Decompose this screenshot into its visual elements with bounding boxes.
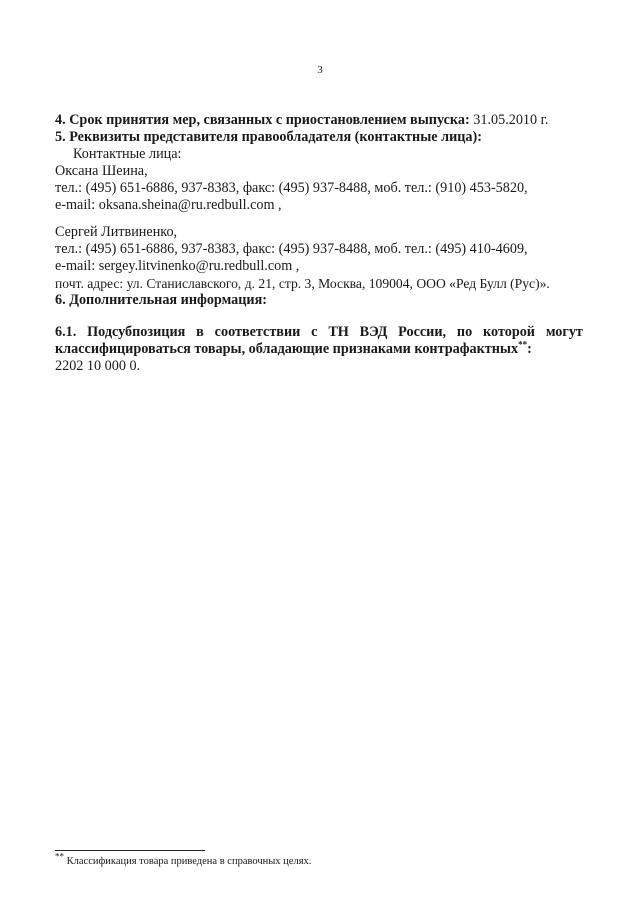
section-6-1-number: 6.1.: [55, 324, 77, 340]
contact-block-2: [55, 224, 583, 275]
hs-code: 2202 10 000 0.: [55, 358, 141, 374]
footnote-marker: **: [55, 851, 64, 862]
section-6-1-word: России,: [398, 324, 447, 340]
section-6-1: [55, 324, 583, 375]
section-6-1-word: с: [311, 324, 318, 340]
footnote-text: Классификация товара приведена в справочных целях.: [64, 856, 312, 867]
section-4-value: 31.05.2010 г.: [469, 112, 549, 128]
section-4-label: 4. Срок принятия мер, связанных с приостановлением выпуска:: [55, 112, 470, 128]
section-4: [55, 112, 583, 129]
footnote-ref-marker: **: [518, 339, 528, 350]
section-6-title: 6. Дополнительная информация:: [55, 292, 267, 308]
section-5-title: 5. Реквизиты представителя правообладателя (контактные лица):: [55, 129, 482, 145]
contact-2-phones: тел.: (495) 651-6886, 937-8383, факс: (495) 937-8488, моб. тел.: (495) 410-4609,: [55, 241, 528, 257]
section-6-1-line-2-colon: :: [527, 341, 532, 357]
contact-1-phones: тел.: (495) 651-6886, 937-8383, факс: (495) 937-8488, моб. тел.: (910) 453-5820,: [55, 180, 528, 196]
section-6-1-line-2-text: классифицироваться товары, обладающие признаками контрафактных: [55, 341, 519, 357]
section-6-1-word: могут: [545, 324, 583, 340]
contact-1-email: e-mail: oksana.sheina@ru.redbull.com ,: [55, 197, 282, 213]
postal-address: почт. адрес: ул. Станиславского, д. 21, стр. 3, Москва, 109004, ООО «Ред Булл (Рус)».: [55, 276, 550, 291]
footnote: [55, 851, 312, 867]
section-6-1-word: ТН: [328, 324, 349, 340]
section-6-1-word: соответствии: [214, 324, 301, 340]
contact-2-email: e-mail: sergey.litvinenko@ru.redbull.com ,: [55, 258, 300, 274]
contact-block-1: [55, 163, 583, 214]
page-number: 3: [317, 64, 323, 76]
section-6-1-word: Подсубпозиция: [87, 324, 186, 340]
section-6-1-word: которой: [483, 324, 535, 340]
footnote-divider: [55, 850, 205, 851]
section-6-1-line-1: [55, 324, 583, 341]
section-6-1-word: ВЭД: [359, 324, 388, 340]
document-body: [55, 112, 583, 375]
contact-2-name: Сергей Литвиненко,: [55, 224, 178, 240]
section-6-1-line-2: [55, 341, 583, 358]
contacts-label: Контактные лица:: [73, 146, 182, 162]
contact-1-name: Оксана Шеина,: [55, 163, 148, 179]
section-6-1-word: в: [196, 324, 204, 340]
section-6-1-word: по: [456, 324, 473, 340]
